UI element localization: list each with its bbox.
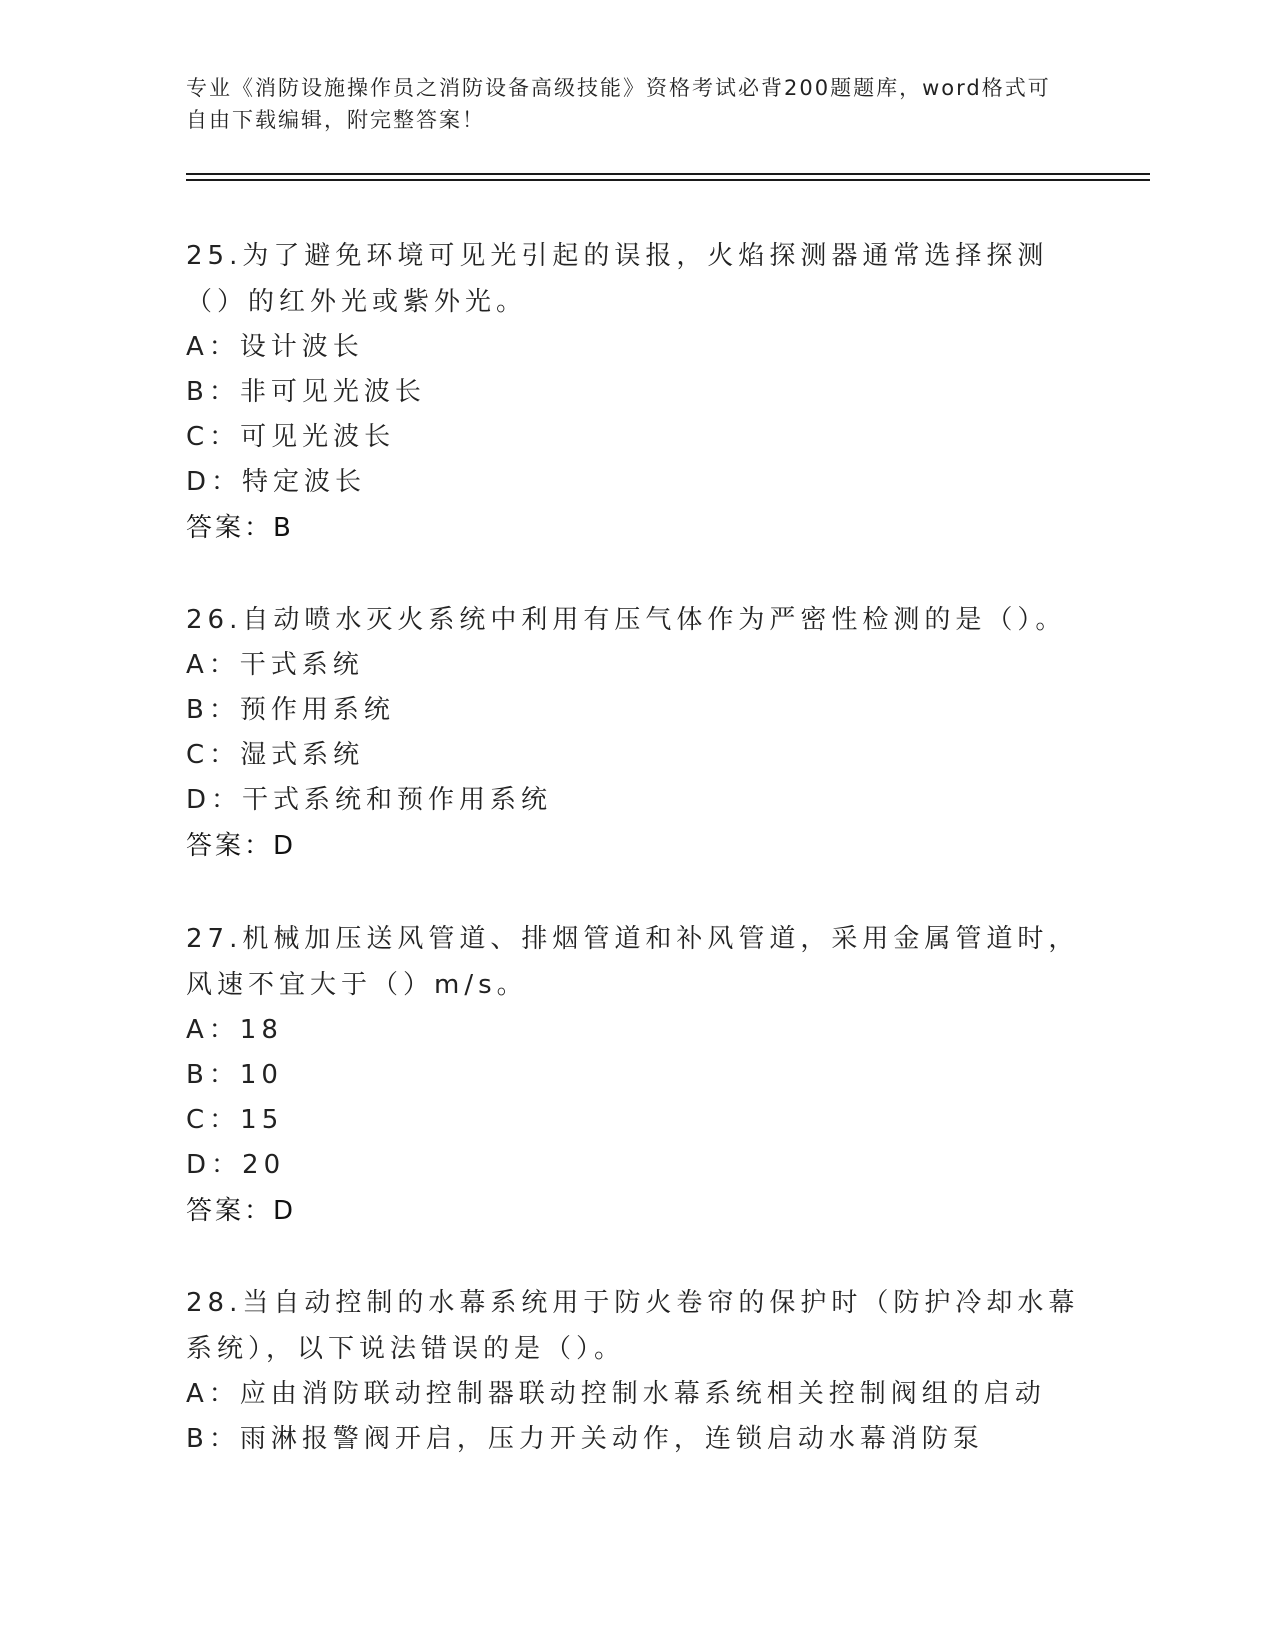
answer-line: 答案：B (186, 513, 294, 543)
document-header: 专业《消防设施操作员之消防设备高级技能》资格考试必背200题题库，word格式可自由下载编辑，附完整答案！ (186, 76, 1051, 132)
option-a: A：设计波长 (186, 332, 364, 362)
question-27 (186, 916, 1086, 1234)
option-a: A：应由消防联动控制器联动控制水幕系统相关控制阀组的启动 (186, 1379, 1046, 1409)
option-b: B：雨淋报警阀开启，压力开关动作，连锁启动水幕消防泵 (186, 1424, 984, 1454)
option-b: B：非可见光波长 (186, 377, 426, 407)
question-stem: 26.自动喷水灭火系统中利用有压气体作为严密性检测的是（）。 (186, 605, 1067, 635)
option-d: D：干式系统和预作用系统 (186, 785, 553, 815)
question-stem: 28.当自动控制的水幕系统用于防火卷帘的保护时（防护冷却水幕系统），以下说法错误的是（）。 (186, 1288, 1080, 1364)
question-28 (186, 1280, 1086, 1462)
question-26 (186, 597, 1086, 869)
answer-line: 答案：D (186, 831, 297, 861)
header-divider-top (186, 173, 1150, 175)
question-stem: 27.机械加压送风管道、排烟管道和补风管道，采用金属管道时，风速不宜大于（）m/s。 (186, 924, 1080, 1000)
option-d: D：特定波长 (186, 467, 367, 497)
question-stem: 25.为了避免环境可见光引起的误报，火焰探测器通常选择探测（）的红外光或紫外光。 (186, 241, 1049, 317)
option-c: C：15 (186, 1105, 284, 1135)
question-25 (186, 233, 1086, 551)
option-c: C：湿式系统 (186, 740, 365, 770)
option-c: C：可见光波长 (186, 422, 396, 452)
option-a: A：18 (186, 1015, 283, 1045)
option-d: D：20 (186, 1150, 286, 1180)
header-divider-bottom (186, 179, 1150, 181)
option-b: B：10 (186, 1060, 283, 1090)
answer-line: 答案：D (186, 1196, 297, 1226)
option-a: A：干式系统 (186, 650, 364, 680)
option-b: B：预作用系统 (186, 695, 395, 725)
